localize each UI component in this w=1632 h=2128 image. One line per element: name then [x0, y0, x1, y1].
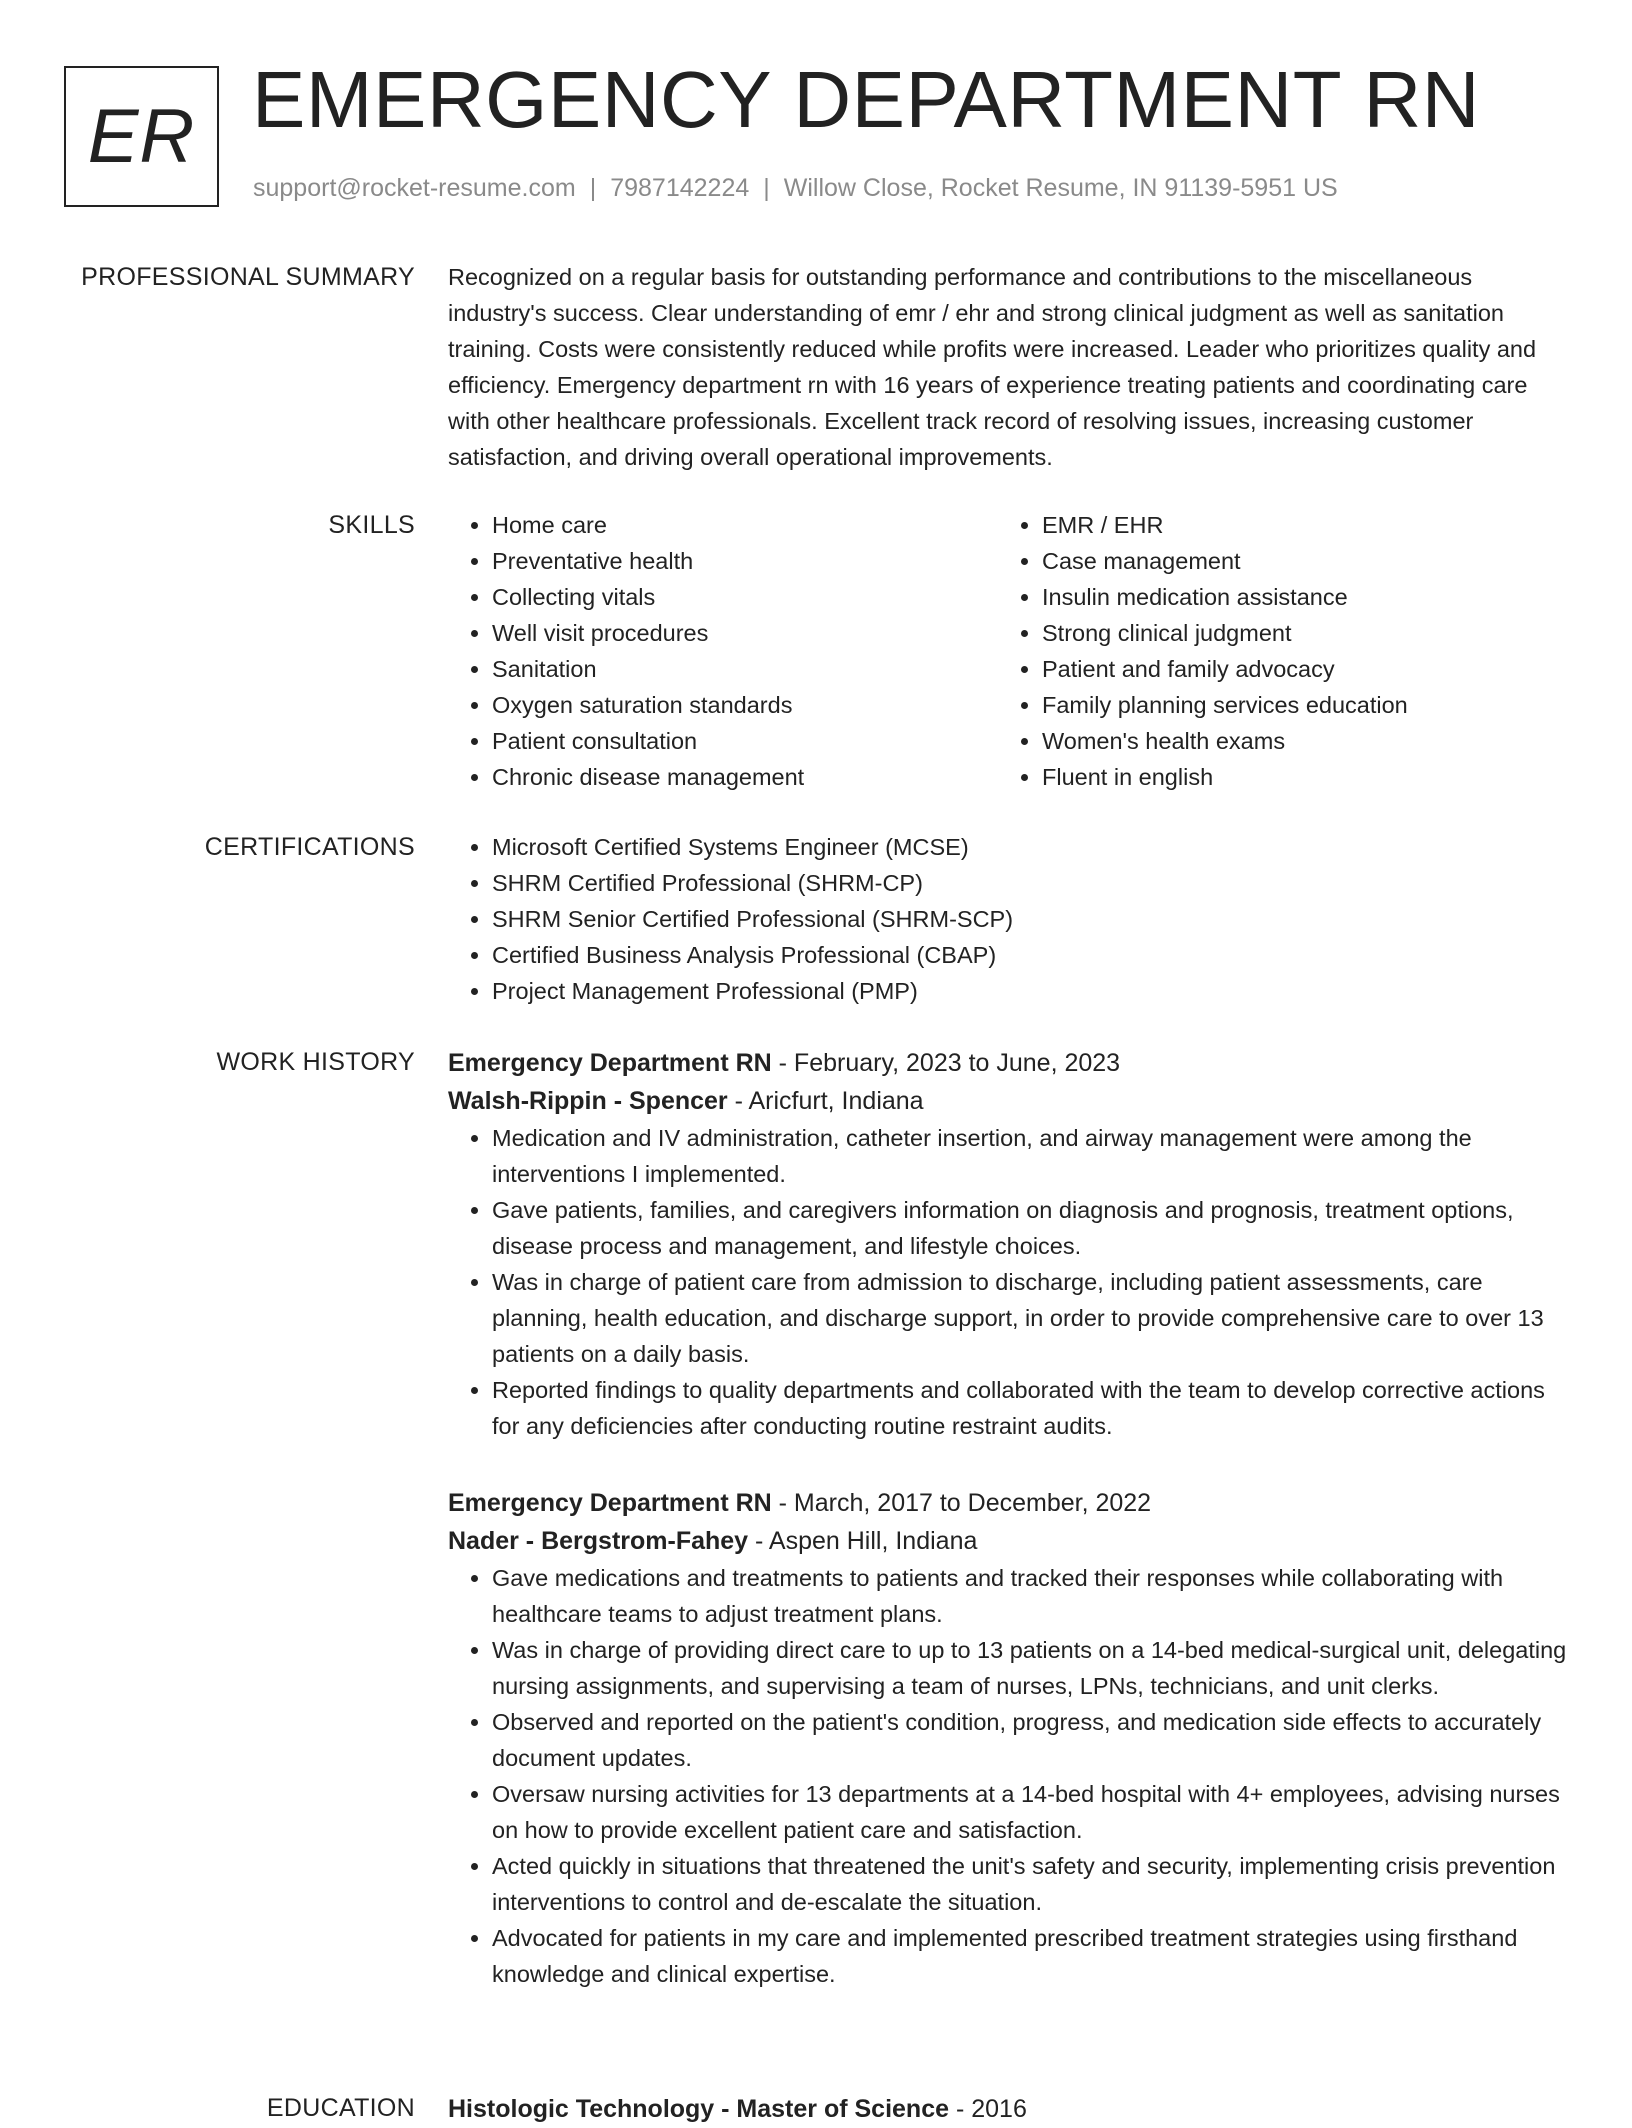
job-bullet: • Oversaw nursing activities for 13 departments at a 14-bed hospital with 4+ employees, advising nurses on how to provide excellent patient care and satisfaction. — [492, 1776, 1568, 1848]
section-title-education: EDUCATION — [266, 2094, 415, 2122]
job-dates: - March, 2017 to December, 2022 — [771, 1489, 1152, 1517]
contact-email[interactable]: support@rocket-resume.com — [253, 174, 576, 202]
job-bullet: • Was in charge of providing direct care to up to 13 patients on a 14-bed medical-surgical unit, delegating nursing assignments, and supervising a team of nurses, LPNs, technicians, and unit clerks. — [492, 1632, 1568, 1704]
monogram-initials: ER — [87, 94, 196, 179]
skills-column-right — [998, 507, 1548, 795]
job-company-line — [448, 1082, 1568, 1120]
skill-item: • Family planning services education — [1042, 687, 1548, 723]
skills-column-left — [448, 507, 998, 795]
jobs-list — [448, 1044, 1568, 1992]
job-bullet: • Gave patients, families, and caregivers information on diagnosis and prognosis, treatment options, disease process and management, and lifestyle choices. — [492, 1192, 1568, 1264]
contact-line — [253, 174, 1338, 203]
job-bullet: • Advocated for patients in my care and implemented prescribed treatment strategies using firsthand knowledge and clinical expertise. — [492, 1920, 1568, 1992]
skill-item: • Patient and family advocacy — [1042, 651, 1548, 687]
education-year: - 2016 — [949, 2095, 1027, 2123]
job-bullet: • Observed and reported on the patient's condition, progress, and medication side effects to accurately document updates. — [492, 1704, 1568, 1776]
certification-item: • SHRM Certified Professional (SHRM-CP) — [492, 865, 1568, 901]
section-title-skills: SKILLS — [328, 511, 415, 539]
education-degree: Histologic Technology - Master of Science — [448, 2095, 950, 2123]
summary-text: Recognized on a regular basis for outstanding performance and contributions to the miscellaneous industry's success. Clear understanding of emr / ehr and strong clinical judgment as well as sanitation training. Costs were consistently reduced while profits were increased. Leader who prioritizes quality and efficiency. Emergency department rn with 16 years of experience treating patients and coordinating care with other healthcare professionals. Excellent track record of resolving issues, increasing customer satisfaction, and driving overall operational improvements. — [448, 264, 1537, 470]
job-title-line — [448, 1044, 1568, 1082]
monogram-box — [64, 66, 219, 207]
job-title-line — [448, 1484, 1568, 1522]
certification-item: • Certified Business Analysis Professional (CBAP) — [492, 937, 1568, 973]
skill-item: • Well visit procedures — [492, 615, 998, 651]
job-entry — [448, 1484, 1568, 1992]
skill-item: • Chronic disease management — [492, 759, 998, 795]
skills-columns — [448, 507, 1568, 795]
job-company-line — [448, 1522, 1568, 1560]
skill-item: • Preventative health — [492, 543, 998, 579]
job-role: Emergency Department RN — [448, 1049, 772, 1077]
section-title-summary: PROFESSIONAL SUMMARY — [81, 263, 415, 291]
contact-separator: | — [589, 174, 597, 202]
section-title-work-history: WORK HISTORY — [216, 1048, 415, 1076]
job-bullet: • Was in charge of patient care from admission to discharge, including patient assessments, care planning, health education, and discharge support, in order to provide comprehensive care to over 13 patients on a daily basis. — [492, 1264, 1568, 1372]
job-location: - Aricfurt, Indiana — [727, 1087, 924, 1115]
skill-item: • Home care — [492, 507, 998, 543]
skill-item: • Fluent in english — [1042, 759, 1548, 795]
contact-address: Willow Close, Rocket Resume, IN 91139-5951 US — [783, 174, 1338, 202]
education-entry — [448, 2090, 1568, 2128]
job-entry — [448, 1044, 1568, 1444]
job-bullet: • Reported findings to quality departments and collaborated with the team to develop corrective actions for any deficiencies after conducting routine restraint audits. — [492, 1372, 1568, 1444]
skill-item: • Collecting vitals — [492, 579, 998, 615]
skill-item: • Strong clinical judgment — [1042, 615, 1548, 651]
skill-item: • EMR / EHR — [1042, 507, 1548, 543]
job-bullet-list — [448, 1120, 1568, 1444]
job-bullet-list — [448, 1560, 1568, 1992]
skill-item: • Insulin medication assistance — [1042, 579, 1548, 615]
certifications-list-wrapper — [448, 829, 1568, 1009]
certification-item: • SHRM Senior Certified Professional (SHRM-SCP) — [492, 901, 1568, 937]
skill-item: • Oxygen saturation standards — [492, 687, 998, 723]
certification-item: • Project Management Professional (PMP) — [492, 973, 1568, 1009]
contact-phone[interactable]: 7987142224 — [610, 174, 750, 202]
skill-item: • Patient consultation — [492, 723, 998, 759]
skill-item: • Case management — [1042, 543, 1548, 579]
job-bullet: • Acted quickly in situations that threatened the unit's safety and security, implementing crisis prevention interventions to control and de-escalate the situation. — [492, 1848, 1568, 1920]
job-company: Nader - Bergstrom-Fahey — [448, 1527, 749, 1555]
job-bullet: • Medication and IV administration, catheter insertion, and airway management were among the interventions I implemented. — [492, 1120, 1568, 1192]
candidate-name: EMERGENCY DEPARTMENT RN — [252, 55, 1480, 144]
job-bullet: • Gave medications and treatments to patients and tracked their responses while collaborating with healthcare teams to adjust treatment plans. — [492, 1560, 1568, 1632]
section-title-certifications: CERTIFICATIONS — [204, 833, 415, 861]
job-role: Emergency Department RN — [448, 1489, 772, 1517]
contact-separator: | — [763, 174, 770, 202]
certification-item: • Microsoft Certified Systems Engineer (MCSE) — [492, 829, 1568, 865]
job-company: Walsh-Rippin - Spencer — [448, 1087, 728, 1115]
skill-item: • Sanitation — [492, 651, 998, 687]
skill-item: • Women's health exams — [1042, 723, 1548, 759]
job-dates: - February, 2023 to June, 2023 — [771, 1049, 1121, 1077]
job-location: - Aspen Hill, Indiana — [748, 1527, 978, 1555]
